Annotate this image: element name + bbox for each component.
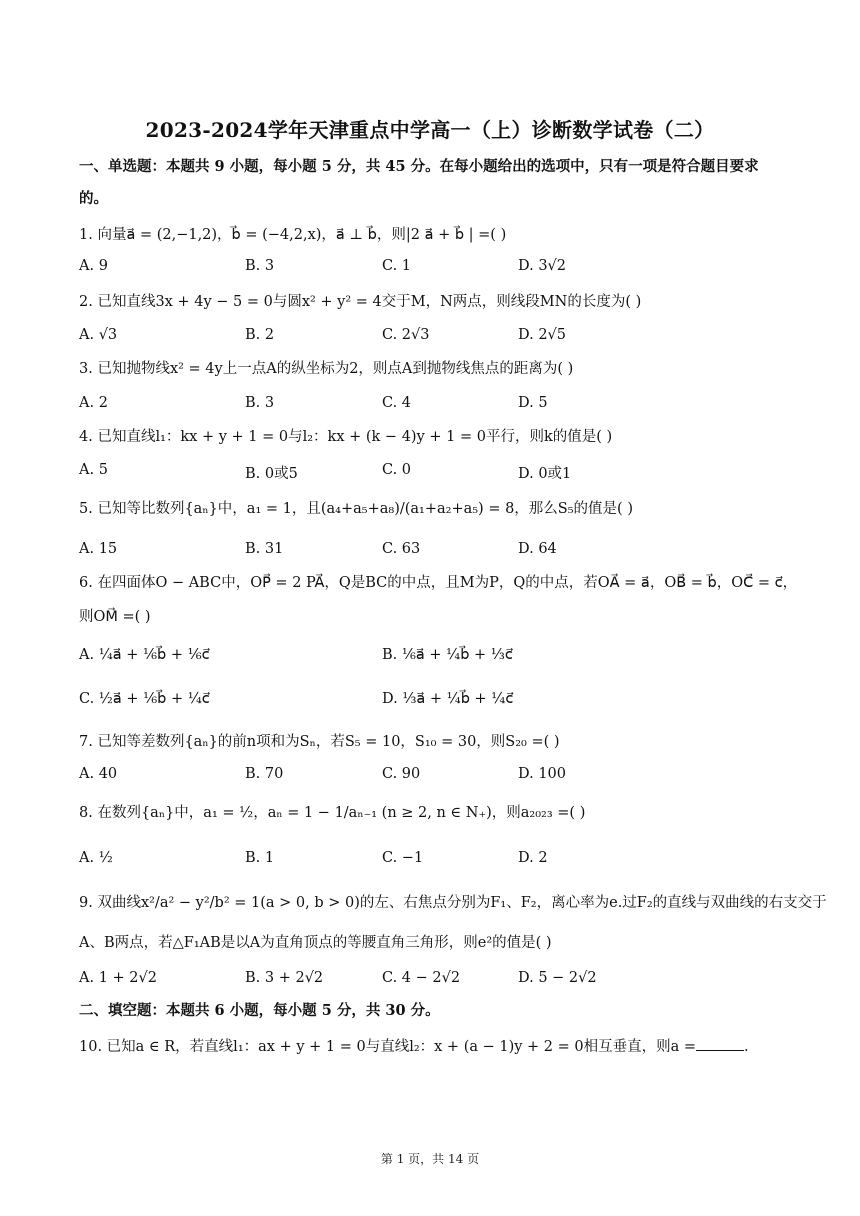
question-7-option-d: D. 100 [518, 766, 567, 782]
question-6-stem-cont: 则OM⃗ =( ) [79, 609, 151, 625]
question-3-option-c: C. 4 [382, 395, 412, 411]
question-10-text: 10. 已知a ∈ R，若直线l₁：ax + y + 1 = 0与直线l₂：x + (a − 1)y + 2 = 0相互垂直，则a = [79, 1039, 697, 1055]
question-7-option-c: C. 90 [382, 766, 421, 782]
question-9-option-a: A. 1 + 2√2 [79, 970, 157, 986]
question-6-option-b: B. ⅙a⃗ + ¼b⃗ + ⅓c⃗ [382, 647, 513, 663]
question-7-option-a: A. 40 [79, 766, 118, 782]
question-4-option-b: B. 0或5 [245, 466, 298, 482]
question-2-option-c: C. 2√3 [382, 327, 430, 343]
question-7-stem: 7. 已知等差数列{aₙ}的前n项和为Sₙ，若S₅ = 10，S₁₀ = 30，则S₂₀ =( ) [79, 734, 560, 750]
question-6-option-d: D. ⅓a⃗ + ¼b⃗ + ¼c⃗ [382, 691, 514, 707]
question-6-option-c: C. ½a⃗ + ⅙b⃗ + ¼c⃗ [79, 691, 210, 707]
section-heading-single-choice-cont: 的。 [79, 190, 108, 207]
question-3-stem: 3. 已知抛物线x² = 4y上一点A的纵坐标为2，则点A到抛物线焦点的距离为( ) [79, 361, 574, 377]
question-5-option-a: A. 15 [79, 541, 118, 557]
question-2-option-d: D. 2√5 [518, 327, 567, 343]
question-9-option-c: C. 4 − 2√2 [382, 970, 461, 986]
question-5-option-b: B. 31 [245, 541, 284, 557]
question-10-tail: . [744, 1039, 749, 1055]
section-heading-fill-in: 二、填空题：本题共 6 小题，每小题 5 分，共 30 分。 [79, 1002, 440, 1019]
question-1-option-d: D. 3√2 [518, 258, 567, 274]
question-6-option-a: A. ¼a⃗ + ⅙b⃗ + ⅙c⃗ [79, 647, 210, 663]
question-8-option-c: C. −1 [382, 850, 424, 866]
question-2-option-b: B. 2 [245, 327, 275, 343]
question-8-stem: 8. 在数列{aₙ}中，a₁ = ½，aₙ = 1 − 1/aₙ₋₁ (n ≥ 2, n ∈ N₊)，则a₂₀₂₃ =( ) [79, 805, 586, 821]
question-4-option-d: D. 0或1 [518, 466, 572, 482]
question-9-option-d: D. 5 − 2√2 [518, 970, 597, 986]
question-4-option-c: C. 0 [382, 462, 412, 478]
question-9-stem-cont: A、B两点，若△F₁AB是以A为直角顶点的等腰直角三角形，则e²的值是( ) [79, 935, 552, 951]
question-10-stem [79, 1031, 784, 1063]
question-3-option-b: B. 3 [245, 395, 275, 411]
question-4-stem: 4. 已知直线l₁：kx + y + 1 = 0与l₂：kx + (k − 4)y + 1 = 0平行，则k的值是( ) [79, 429, 613, 445]
question-1-option-c: C. 1 [382, 258, 412, 274]
question-1-stem: 1. 向量a⃗ = (2,−1,2)，b⃗ = (−4,2,x)，a⃗ ⊥ b⃗，则|2 a⃗ + b⃗ | =( ) [79, 227, 507, 243]
question-8-option-d: D. 2 [518, 850, 548, 866]
question-7-option-b: B. 70 [245, 766, 284, 782]
page-title: 2023-2024学年天津重点中学高一（上）诊断数学试卷（二） [145, 118, 715, 142]
question-6-stem: 6. 在四面体O − ABC中，OP⃗ = 2 PA⃗，Q是BC的中点，且M为P，Q的中点，若OA⃗ = a⃗，OB⃗ = b⃗，OC⃗ = c⃗， [79, 575, 798, 591]
question-8-option-a: A. ½ [79, 850, 113, 866]
question-5-option-c: C. 63 [382, 541, 421, 557]
section-heading-single-choice: 一、单选题：本题共 9 小题，每小题 5 分，共 45 分。在每小题给出的选项中，只有一项是符合题目要求 [79, 158, 759, 175]
question-9-stem: 9. 双曲线x²/a² − y²/b² = 1(a > 0, b > 0)的左、右焦点分别为F₁、F₂，离心率为e.过F₂的直线与双曲线的右支交于 [79, 895, 827, 911]
question-1-option-b: B. 3 [245, 258, 275, 274]
question-1-option-a: A. 9 [79, 258, 108, 274]
question-2-stem: 2. 已知直线3x + 4y − 5 = 0与圆x² + y² = 4交于M，N两点，则线段MN的长度为( ) [79, 294, 642, 310]
question-4-option-a: A. 5 [79, 462, 108, 478]
question-8-option-b: B. 1 [245, 850, 275, 866]
page-footer: 第 1 页，共 14 页 [380, 1152, 480, 1166]
question-3-option-d: D. 5 [518, 395, 548, 411]
question-5-option-d: D. 64 [518, 541, 557, 557]
question-3-option-a: A. 2 [79, 395, 108, 411]
question-9-option-b: B. 3 + 2√2 [245, 970, 324, 986]
question-5-stem: 5. 已知等比数列{aₙ}中，a₁ = 1，且(a₄+a₅+a₈)/(a₁+a₂+a₅) = 8，那么S₅的值是( ) [79, 501, 633, 517]
answer-blank [696, 1050, 744, 1051]
question-2-option-a: A. √3 [79, 327, 118, 343]
